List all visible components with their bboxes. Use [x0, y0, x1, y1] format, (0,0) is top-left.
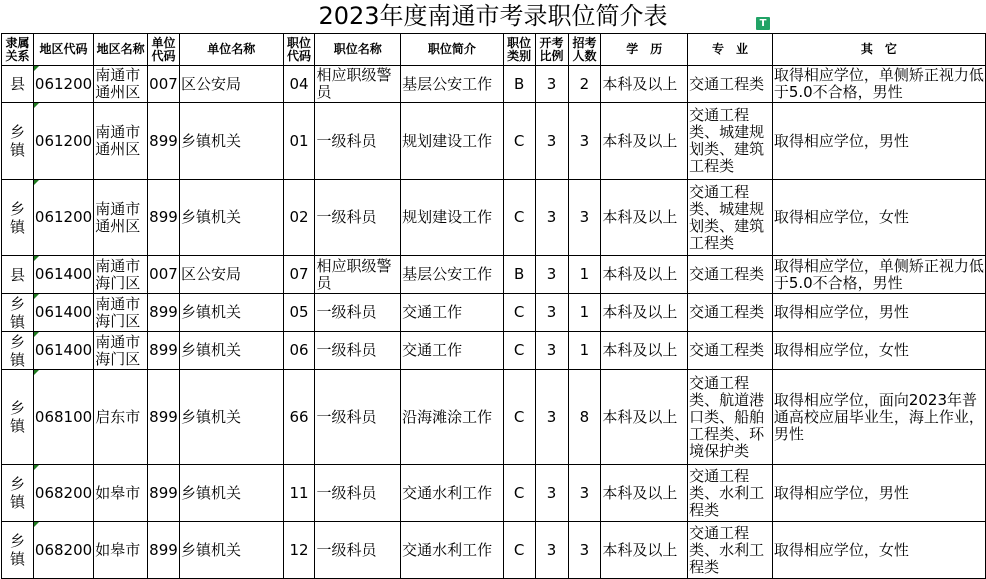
cell-position-code[interactable]: 05 — [283, 294, 315, 332]
cell-unit-code[interactable]: 899 — [148, 294, 180, 332]
cell-unit-name[interactable]: 区公安局 — [179, 66, 283, 103]
cell-position-name[interactable]: 一级科员 — [315, 180, 401, 256]
cell-recruit-count[interactable]: 8 — [568, 370, 601, 465]
cell-exam-ratio[interactable]: 3 — [535, 370, 568, 465]
cell-position-type[interactable]: C — [503, 332, 535, 370]
cell-other[interactable]: 取得相应学位，单侧矫正视力低于5.0不合格，男性 — [773, 66, 984, 101]
cell-unit-code[interactable]: 899 — [148, 370, 180, 465]
cell-affiliation-text: 乡镇 — [9, 123, 25, 159]
cell-major[interactable]: 交通工程类、水利工程类 — [688, 465, 773, 522]
cell-region-name[interactable]: 如皋市 — [94, 522, 148, 579]
col-header-affiliation[interactable]: 隶属关系 — [2, 34, 34, 66]
table-row — [2, 294, 986, 332]
cell-affiliation[interactable] — [2, 294, 34, 332]
cell-exam-ratio[interactable]: 3 — [535, 332, 568, 370]
cell-unit-code[interactable]: 899 — [148, 465, 180, 522]
cell-unit-name[interactable]: 乡镇机关 — [179, 332, 283, 370]
cell-recruit-count[interactable]: 3 — [568, 103, 601, 180]
table-row — [2, 256, 986, 294]
cell-education[interactable]: 本科及以上 — [601, 180, 688, 256]
cell-position-intro[interactable]: 交通水利工作 — [401, 522, 504, 579]
cell-education[interactable]: 本科及以上 — [601, 332, 688, 370]
cell-unit-code[interactable]: 899 — [148, 522, 180, 579]
cell-affiliation[interactable] — [2, 180, 34, 256]
col-header-region-name[interactable]: 地区名称 — [94, 34, 148, 66]
cell-exam-ratio[interactable]: 3 — [535, 66, 568, 103]
cell-other[interactable]: 取得相应学位，女性 — [772, 332, 985, 370]
cell-position-type[interactable]: C — [503, 103, 535, 180]
cell-affiliation-text: 县 — [9, 75, 25, 93]
cell-unit-name[interactable]: 乡镇机关 — [179, 294, 283, 332]
cell-position-type[interactable]: B — [503, 256, 535, 294]
cell-region-code[interactable]: 061400 — [33, 294, 93, 332]
cell-other[interactable]: 取得相应学位，男性 — [772, 294, 985, 332]
col-header-unit-name[interactable]: 单位名称 — [179, 34, 283, 66]
col-header-unit-code[interactable]: 单位代码 — [148, 34, 180, 66]
cell-position-type[interactable]: C — [503, 370, 535, 465]
cell-unit-code[interactable]: 007 — [148, 256, 180, 294]
cell-affiliation[interactable] — [2, 522, 34, 579]
col-header-position-name[interactable]: 职位名称 — [315, 34, 401, 66]
cell-unit-name[interactable]: 乡镇机关 — [179, 465, 283, 522]
cell-unit-name[interactable]: 乡镇机关 — [179, 370, 283, 465]
cell-other[interactable]: 取得相应学位，男性 — [772, 465, 985, 522]
cell-recruit-count[interactable]: 3 — [568, 465, 601, 522]
cell-major[interactable]: 交通工程类 — [688, 332, 773, 370]
text-tool-icon[interactable]: T — [756, 17, 770, 30]
cell-exam-ratio[interactable]: 3 — [535, 294, 568, 332]
cell-major[interactable]: 交通工程类 — [688, 294, 773, 332]
cell-position-name[interactable]: 一级科员 — [315, 465, 401, 522]
cell-region-name[interactable]: 南通市海门区 — [94, 332, 148, 370]
cell-recruit-count[interactable]: 1 — [568, 256, 601, 294]
cell-unit-code[interactable]: 899 — [148, 332, 180, 370]
col-header-position-intro[interactable]: 职位简介 — [401, 34, 504, 66]
cell-affiliation[interactable] — [2, 256, 34, 294]
cell-major[interactable]: 交通工程类 — [688, 66, 773, 103]
cell-region-name[interactable]: 南通市通州区 — [94, 66, 148, 103]
cell-position-type[interactable]: C — [503, 522, 535, 579]
cell-position-type[interactable]: B — [503, 66, 535, 103]
cell-position-code[interactable]: 66 — [283, 370, 315, 465]
cell-position-code[interactable]: 01 — [283, 103, 315, 180]
cell-unit-name[interactable]: 区公安局 — [179, 256, 283, 294]
cell-region-code[interactable]: 061200 — [33, 180, 93, 256]
cell-affiliation[interactable] — [2, 332, 34, 370]
cell-position-name[interactable]: 相应职级警员 — [315, 256, 401, 294]
cell-major[interactable]: 交通工程类 — [688, 256, 773, 294]
cell-unit-code[interactable]: 899 — [148, 103, 180, 180]
cell-affiliation-text: 乡镇 — [9, 532, 25, 568]
cell-education[interactable]: 本科及以上 — [601, 465, 688, 522]
table-row — [2, 522, 986, 579]
cell-unit-code[interactable]: 899 — [148, 180, 180, 256]
page-title: 2023年度南通市考录职位简介表 — [318, 2, 668, 30]
cell-position-intro[interactable]: 规划建设工作 — [401, 180, 504, 256]
cell-position-intro[interactable]: 交通工作 — [401, 294, 504, 332]
cell-other[interactable]: 取得相应学位，单侧矫正视力低于5.0不合格，男性 — [773, 256, 984, 292]
cell-education[interactable]: 本科及以上 — [601, 370, 688, 465]
col-header-region-code[interactable]: 地区代码 — [33, 34, 93, 66]
cell-region-name[interactable]: 南通市通州区 — [94, 180, 148, 256]
table-row — [2, 66, 986, 103]
cell-region-name[interactable]: 南通市海门区 — [94, 294, 148, 332]
cell-exam-ratio[interactable]: 3 — [535, 180, 568, 256]
cell-position-intro[interactable]: 交通水利工作 — [401, 465, 504, 522]
cell-position-intro[interactable]: 基层公安工作 — [401, 66, 504, 103]
cell-region-name[interactable]: 如皋市 — [94, 465, 148, 522]
cell-region-code[interactable]: 068200 — [33, 465, 93, 522]
col-header-education[interactable]: 学 历 — [601, 34, 688, 66]
cell-position-type[interactable]: C — [503, 294, 535, 332]
cell-other[interactable]: 取得相应学位，男性 — [772, 103, 985, 180]
cell-recruit-count[interactable]: 2 — [568, 66, 601, 103]
cell-position-intro[interactable]: 规划建设工作 — [401, 103, 504, 180]
cell-education[interactable]: 本科及以上 — [601, 66, 688, 103]
table-row — [2, 103, 986, 180]
cell-affiliation-text: 乡镇 — [9, 332, 25, 369]
cell-position-name[interactable]: 一级科员 — [315, 294, 401, 332]
cell-position-intro[interactable]: 基层公安工作 — [401, 256, 504, 294]
table-row — [2, 332, 986, 370]
cell-education[interactable]: 本科及以上 — [601, 294, 688, 332]
col-header-major[interactable]: 专 业 — [688, 34, 773, 66]
cell-position-code[interactable]: 02 — [283, 180, 315, 256]
cell-unit-name[interactable]: 乡镇机关 — [179, 522, 283, 579]
cell-region-code[interactable]: 061200 — [33, 66, 93, 103]
col-header-position-code[interactable]: 职位代码 — [283, 34, 315, 66]
table-row — [2, 465, 986, 522]
cell-region-code[interactable]: 068100 — [33, 370, 93, 465]
cell-recruit-count[interactable]: 3 — [568, 180, 601, 256]
cell-major[interactable]: 交通工程类、城建规划类、建筑工程类 — [688, 180, 773, 256]
cell-position-code[interactable]: 07 — [283, 256, 315, 294]
cell-other[interactable]: 取得相应学位，女性 — [772, 180, 985, 256]
cell-region-name[interactable]: 南通市通州区 — [94, 103, 148, 180]
cell-region-code[interactable]: 061200 — [33, 103, 93, 180]
cell-education[interactable]: 本科及以上 — [601, 522, 688, 579]
cell-affiliation[interactable] — [2, 103, 34, 180]
cell-exam-ratio[interactable]: 3 — [535, 256, 568, 294]
cell-recruit-count[interactable]: 1 — [568, 294, 601, 332]
cell-education[interactable]: 本科及以上 — [601, 103, 688, 180]
positions-table — [1, 33, 986, 579]
cell-unit-name[interactable]: 乡镇机关 — [179, 103, 283, 180]
cell-position-type[interactable]: C — [503, 465, 535, 522]
col-header-recruit-count[interactable]: 招考人数 — [568, 34, 601, 66]
cell-position-code[interactable]: 11 — [283, 465, 315, 522]
cell-position-name[interactable]: 一级科员 — [315, 522, 401, 579]
cell-recruit-count[interactable]: 1 — [568, 332, 601, 370]
cell-other[interactable]: 取得相应学位，女性 — [772, 522, 985, 579]
cell-affiliation-text: 县 — [9, 265, 25, 284]
cell-affiliation[interactable] — [2, 370, 34, 465]
cell-affiliation-text: 乡镇 — [9, 294, 25, 331]
cell-region-code[interactable]: 068200 — [33, 522, 93, 579]
cell-position-name[interactable]: 一级科员 — [315, 103, 401, 180]
table-row — [2, 370, 986, 465]
cell-position-intro[interactable]: 交通工作 — [401, 332, 504, 370]
cell-region-name[interactable]: 南通市海门区 — [94, 256, 148, 294]
cell-exam-ratio[interactable]: 3 — [535, 103, 568, 180]
col-header-exam-ratio[interactable]: 开考比例 — [535, 34, 568, 66]
col-header-other[interactable]: 其 它 — [772, 34, 985, 66]
cell-position-code[interactable]: 12 — [283, 522, 315, 579]
cell-region-name[interactable]: 启东市 — [94, 370, 148, 465]
cell-education[interactable]: 本科及以上 — [601, 256, 688, 294]
cell-position-type[interactable]: C — [503, 180, 535, 256]
cell-position-code[interactable]: 04 — [283, 66, 315, 103]
cell-affiliation-text: 乡镇 — [9, 475, 25, 511]
cell-position-name[interactable]: 一级科员 — [315, 370, 401, 465]
cell-affiliation[interactable] — [2, 465, 34, 522]
cell-affiliation[interactable] — [2, 66, 34, 103]
cell-position-name[interactable]: 一级科员 — [315, 332, 401, 370]
cell-affiliation-text: 乡镇 — [9, 199, 25, 236]
cell-position-code[interactable]: 06 — [283, 332, 315, 370]
cell-major[interactable]: 交通工程类、水利工程类 — [688, 522, 773, 579]
header-row — [2, 34, 986, 66]
cell-unit-code[interactable]: 007 — [148, 66, 180, 103]
cell-position-name[interactable]: 相应职级警员 — [315, 66, 401, 103]
cell-exam-ratio[interactable]: 3 — [535, 465, 568, 522]
cell-major[interactable]: 交通工程类、航道港口类、船舶工程类、环境保护类 — [688, 370, 773, 465]
cell-recruit-count[interactable]: 3 — [568, 522, 601, 579]
cell-other[interactable]: 取得相应学位，面向2023年普通高校应届毕业生，海上作业，男性 — [772, 370, 985, 465]
cell-affiliation-text: 乡镇 — [9, 399, 25, 435]
cell-major[interactable]: 交通工程类、城建规划类、建筑工程类 — [688, 103, 773, 180]
cell-exam-ratio[interactable]: 3 — [535, 522, 568, 579]
cell-position-intro[interactable]: 沿海滩涂工作 — [401, 370, 504, 465]
cell-unit-name[interactable]: 乡镇机关 — [179, 180, 283, 256]
cell-region-code[interactable]: 061400 — [33, 332, 93, 370]
table-row — [2, 180, 986, 256]
col-header-position-type[interactable]: 职位类别 — [503, 34, 535, 66]
cell-region-code[interactable]: 061400 — [33, 256, 93, 294]
